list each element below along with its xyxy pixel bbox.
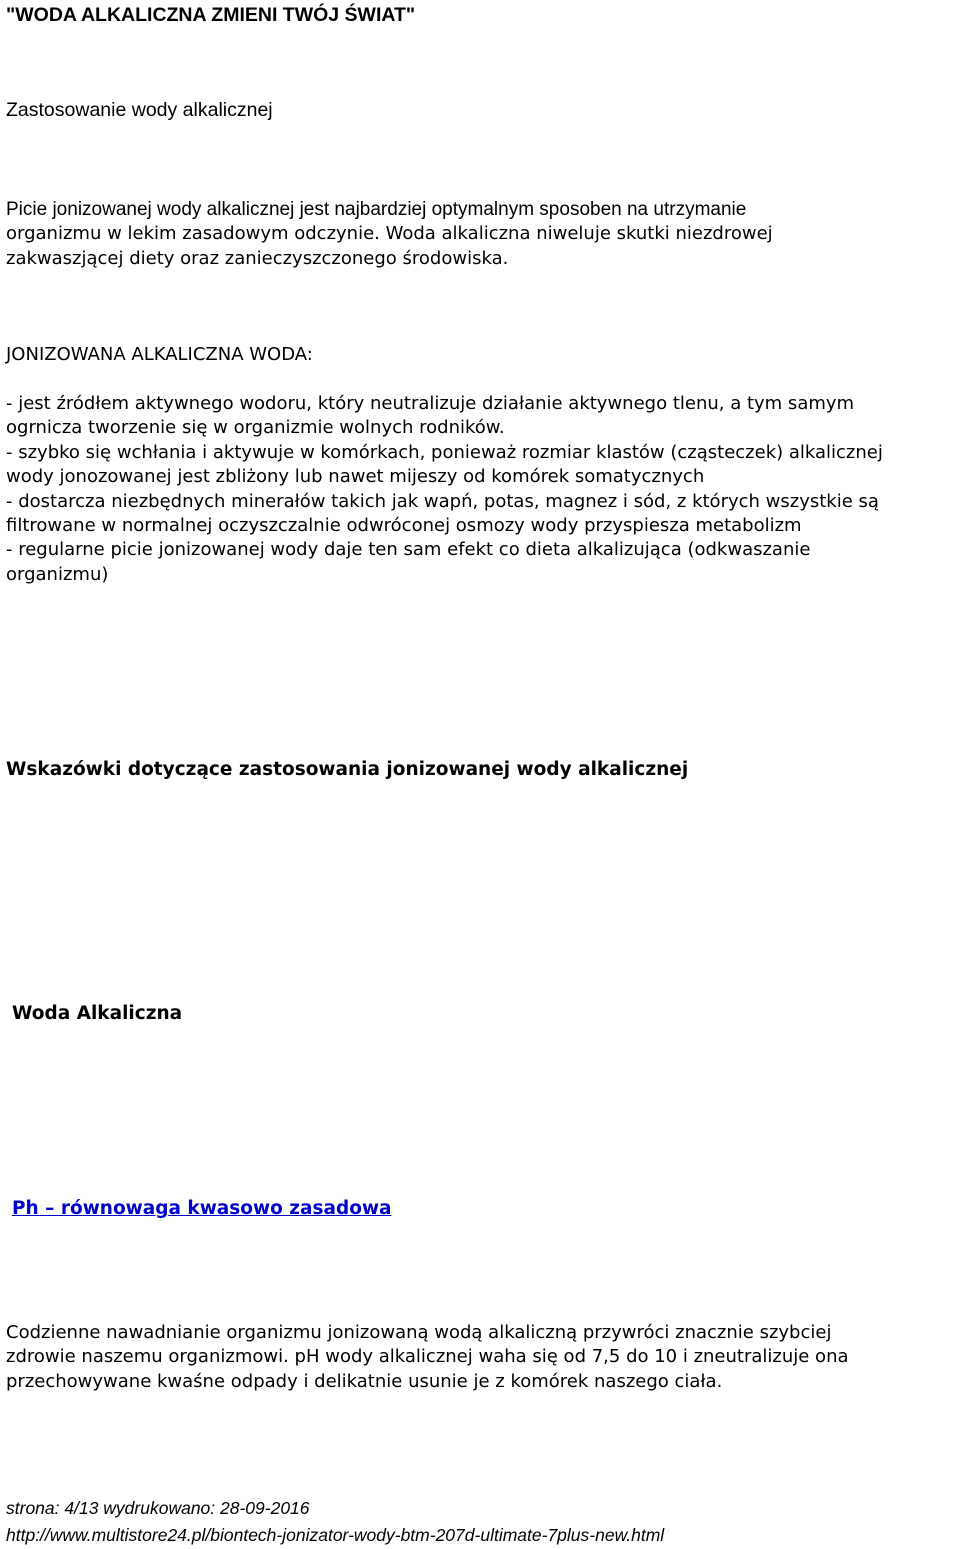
list-item: - jest źródłem aktywnego wodoru, który neutralizuje działanie aktywnego tlenu, a tym samym <box>6 393 855 414</box>
list-item: - regularne picie jonizowanej wody daje ten sam efekt co dieta alkalizująca (odkwaszanie <box>6 539 811 561</box>
source-url[interactable]: http://www.multistore24.pl/biontech-jonizator-wody-btm-207d-ultimate-7plus-new.html <box>6 1525 665 1545</box>
section-heading: JONIZOWANA ALKALICZNA WODA: <box>6 344 313 365</box>
page-title: "WODA ALKALICZNA ZMIENI TWÓJ ŚWIAT" <box>6 4 416 26</box>
section-subtitle: Zastosowanie wody alkalicznej <box>6 99 273 121</box>
closing-line: Codzienne nawadnianie organizmu jonizowaną wodą alkaliczną przywróci znacznie szybciej <box>6 1322 832 1343</box>
intro-paragraph <box>6 198 956 271</box>
page-info: strona: 4/13 wydrukowano: 28-09-2016 <box>6 1498 310 1518</box>
ph-balance-link[interactable]: Ph – równowaga kwasowo zasadowa <box>12 1198 392 1219</box>
intro-line: organizmu w lekim zasadowym odczynie. Woda alkaliczna niweluje skutki niezdrowej <box>6 223 773 245</box>
list-item: - szybko się wchłania i aktywuje w komórkach, ponieważ rozmiar klastów (cząsteczek) alkalicznej <box>6 441 883 463</box>
list-item: filtrowane w normalnej oczyszczalnie odwróconej osmozy wody przyspiesza metabolizm <box>6 514 802 536</box>
closing-line: zdrowie naszemu organizmowi. pH wody alkalicznej waha się od 7,5 do 10 i zneutralizuje ona <box>6 1346 849 1368</box>
closing-line: przechowywane kwaśne odpady i delikatnie usunie je z komórek naszego ciała. <box>6 1370 723 1392</box>
list-item: organizmu) <box>6 563 109 585</box>
intro-line: zakwaszjącej diety oraz zanieczyszczonego środowiska. <box>6 247 509 269</box>
list-item: wody jonozowanej jest zbliżony lub nawet mijeszy od komórek somatycznych <box>6 466 705 488</box>
benefits-list <box>6 392 956 587</box>
list-item: - dostarcza niezbędnych minerałów takich jak wapń, potas, magnez i sód, z których wszystkie są <box>6 490 879 512</box>
list-item: ogrnicza tworzenie się w organizmie wolnych rodników. <box>6 417 505 439</box>
water-heading: Woda Alkaliczna <box>12 1003 183 1024</box>
closing-paragraph <box>6 1321 956 1394</box>
intro-line: Picie jonizowanej wody alkalicznej jest najbardziej optymalnym sposoben na utrzymanie <box>6 199 747 220</box>
guidelines-heading: Wskazówki dotyczące zastosowania jonizowanej wody alkalicznej <box>6 759 689 780</box>
